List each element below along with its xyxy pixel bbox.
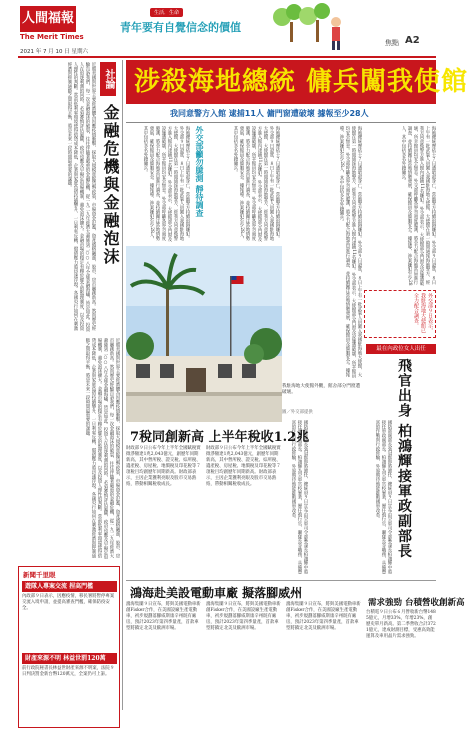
embassy-photo — [126, 246, 282, 422]
news-brief-item1-title: 遊隊人專案交流 捏高門檻 — [22, 581, 117, 592]
column-divider-left — [122, 60, 123, 710]
news-brief-item2-body: 前行政院秘書長林益世財產來源不明案，法院９日判決罰金新台幣120萬元，全案仍可上訴。 — [22, 666, 115, 677]
profile-body: 國防部副部長張冠群即將卸任，總統府９日宣布由空軍司令部參謀長柏鴻輝中將接任軍政副部長。柏鴻輝為空軍官校畢業，歷任飛行官、聯隊長等職務，具備豐富的作戰與行政經驗，外界期待他能推動國軍改革。 — [375, 420, 392, 574]
tsmc-headline: 需求強勁 台積營收創新高 — [368, 598, 465, 608]
page-number: A2 — [405, 35, 420, 46]
tsmc-body: 台積電９日公布６月營收新台幣1485億元，月增33%，年增23%，創歷史單月新高。第二季營收合計3721億元，達成財測目標，受惠高效能運算及車用晶片需求強勁。 — [366, 610, 436, 639]
side-note: 外交部９日表示，我駐海地大使館已全力配合調查。 — [364, 290, 436, 338]
news-brief-title: 新聞千里眼 — [23, 571, 56, 579]
logo: 人間福報 — [20, 6, 76, 32]
editorial-title: 金融危機與金融泡沫 — [101, 104, 120, 266]
news-brief-box — [18, 566, 120, 728]
slogan: 青年要有自覺信念的價值 — [120, 21, 241, 34]
ev-body-1: 鴻海集團９日宣布，將與美國電動車新創Fisker合作，在美國設廠生產電動車，初步規劃落腳威斯康辛州既有廠房，預計2023年第四季量產，首款車型將鎖定北美及歐洲市場。 — [126, 602, 201, 631]
ev-headline: 鴻海赴美設電動車廠 擬落腳威州 — [130, 586, 303, 600]
main-subhead: 我同意警方入館 逮捕11人 傭門窗遭破壞 據報至少28人 — [170, 109, 369, 118]
main-headline: 涉殺海地總統 傭兵闖我使館 — [134, 67, 468, 97]
tax-body-1: 財政部９日公布今年上半年全國賦稅實徵淨額達1兆2,043億元，創歷年同期新高，其中營所稅、證交稅、綜所稅、遺產稅、房屋稅、地價稅及印花稅等７項稅目均創歷年同期新高。財政部表示，主因企業獲利亮眼及股市交易熱絡，帶動相關稅收成長。 — [126, 446, 201, 487]
photo-caption: 我駐海地大使館外觀，館舍部分門窗遭破壞。 — [282, 384, 361, 395]
main-story-body-3: 海地總統摩依士７日遭暗殺身亡，當地警方持續追緝嫌犯。外交部９日證實，８日上午有一批武裝人員闖入我國駐海地大使館，大使館在第一時間通報海地警方，經我方同意後警方進入館內逮捕11名嫌犯。外交部表示，大使館部分門窗及設施遭破壞，所幸館員均安全無恙。外交部呼籲各界勿過度臆測，將全力配合海地當局進行調查，並持續關注當地情勢發展，確保館員及僑胞安全。據報導，涉案嫌犯至少28人，其中包括多名外籍傭兵。 — [339, 126, 362, 378]
editorial-body-top: 近期美國與世界主要經濟體為因應疫情衝擊，採取大規模寬鬆貨幣政策，市場資金氾濫，資產價格飆漲，股市、房市屢創新高。然而歷史經驗告訴我們，每一次金融泡沫的破裂，往往伴隨著嚴重的金融危機，從一九二九年經濟大蕭條到二○○八年全球金融海嘯，皆是如此。投資人在追逐利潤的同時，必須審慎評估風險，政府也應及早擬定退場機制，避免泡沫擴大。金融市場的穩定有賴於健全的監理制度，以及投資人理性的判斷。當前低利率環境使得借貸成本降低，企業與家庭負債持續攀升，一旦利率反轉，償債壓力將迅速浮現。各國央行如何在刺激經濟與抑制通膨之間取得平衡，將是未來一段時間最重要的課題。 — [67, 62, 96, 332]
main-story-body-4: 海地總統摩依士７日遭暗殺身亡，當地警方持續追緝嫌犯。外交部９日證實，８日上午有一批武裝人員闖入我國駐海地大使館，大使館在第一時間通報海地警方，經我方同意後警方進入館內逮捕11名嫌犯。外交部表示，大使館部分門窗及設施遭破壞，所幸館員均安全無恙。外交部呼籲各界勿過度臆測，將全力配合海地當局進行調查，並持續關注當地情勢發展，確保館員及僑胞安全。據報導，涉案嫌犯至少28人，其中包括多名外籍傭兵。 — [401, 126, 436, 286]
editorial-tag: 社論 — [100, 62, 116, 96]
news-brief-item1-body: 內政部９日表示，因應疫情，移民署將暫停專案交流入境申請，並提高審查門檻，確保防疫安全。 — [22, 594, 115, 611]
masthead-rule — [18, 56, 436, 58]
main-story-body-1: 海地總統摩依士７日遭暗殺身亡，當地警方持續追緝嫌犯。外交部９日證實，８日上午有一批武裝人員闖入我國駐海地大使館，大使館在第一時間通報海地警方，經我方同意後警方進入館內逮捕11名嫌犯。外交部表示，大使館部分門窗及設施遭破壞，所幸館員均安全無恙。外交部呼籲各界勿過度臆測，將全力配合海地當局進行調查，並持續關注當地情勢發展，確保館員及僑胞安全。據報導，涉案嫌犯至少28人，其中包括多名外籍傭兵。 — [143, 126, 190, 242]
news-brief-item2-title: 財產來源不明 林益世罰120萬 — [22, 653, 117, 664]
issue-date: 2021 年 7 月 10 日 星期六 — [20, 49, 88, 55]
tax-headline: 7稅同創新高 上半年稅收1.2兆 — [130, 430, 310, 445]
subhead-rule — [126, 122, 436, 123]
tax-body-2: 財政部９日公布今年上半年全國賦稅實徵淨額達1兆2,043億元，創歷年同期新高，其中營所稅、證交稅、綜所稅、遺產稅、房屋稅、地價稅及印花稅等７項稅目均創歷年同期新高。財政部表示，主因企業獲利亮眼及股市交易熱絡，帶動相關稅收成長。 — [206, 446, 281, 487]
profile-kicker: 最在內政位女人出任 — [366, 344, 436, 354]
slogan-prefix: 生活．生命 — [150, 8, 183, 17]
section-label: 焦點 — [385, 39, 399, 47]
slogan-illustration — [262, 2, 354, 52]
ev-body-3: 鴻海集團９日宣布，將與美國電動車新創Fisker合作，在美國設廠生產電動車，初步規劃落腳威斯康辛州既有廠房，預計2023年第四季量產，首款車型將鎖定北美及歐洲市場。 — [286, 602, 361, 631]
english-name: The Merit Times — [20, 33, 84, 41]
masthead — [0, 0, 440, 58]
profile-title: 飛官出身 柏鴻輝接軍政副部長 — [396, 358, 412, 559]
sidebar-label: 外交部籲勿臆測 靜待調查 — [195, 126, 205, 217]
photo-credit: 圖／外交部提供 — [282, 410, 313, 415]
ev-body-2: 鴻海集團９日宣布，將與美國電動車新創Fisker合作，在美國設廠生產電動車，初步規劃落腳威斯康辛州既有廠房，預計2023年第四季量產，首款車型將鎖定北美及歐洲市場。 — [206, 602, 281, 631]
lower-rule — [126, 580, 436, 581]
main-story-body-2: 海地總統摩依士７日遭暗殺身亡，當地警方持續追緝嫌犯。外交部９日證實，８日上午有一批武裝人員闖入我國駐海地大使館，大使館在第一時間通報海地警方，經我方同意後警方進入館內逮捕11名嫌犯。外交部表示，大使館部分門窗及設施遭破壞，所幸館員均安全無恙。外交部呼籲各界勿過度臆測，將全力配合海地當局進行調查，並持續關注當地情勢發展，確保館員及僑胞安全。據報導，涉案嫌犯至少28人，其中包括多名外籍傭兵。 — [233, 126, 280, 242]
editorial-body-bottom: 近期美國與世界主要經濟體為因應疫情衝擊，採取大規模寬鬆貨幣政策，市場資金氾濫，資產價格飆漲，股市、房市屢創新高。然而歷史經驗告訴我們，每一次金融泡沫的破裂，往往伴隨著嚴重的金融危機，從一九二九年經濟大蕭條到二○○八年全球金融海嘯，皆是如此。投資人在追逐利潤的同時，必須審慎評估風險，政府也應及早擬定退場機制，避免泡沫擴大。金融市場的穩定有賴於健全的監理制度，以及投資人理性的判斷。當前低利率環境使得借貸成本降低，企業與家庭負債持續攀升，一旦利率反轉，償債壓力將迅速浮現。各國央行如何在刺激經濟與抑制通膨之間取得平衡，將是未來一段時間最重要的課題。 — [85, 338, 120, 560]
profile-body-2: 國防部副部長張冠群即將卸任，總統府９日宣布由空軍司令部參謀長柏鴻輝中將接任軍政副部長。柏鴻輝為空軍官校畢業，歷任飛行官、聯隊長等職務，具備豐富的作戰與行政經驗，外界期待他能推動國軍改革。 — [291, 420, 308, 574]
main-headline-banner — [126, 60, 468, 104]
